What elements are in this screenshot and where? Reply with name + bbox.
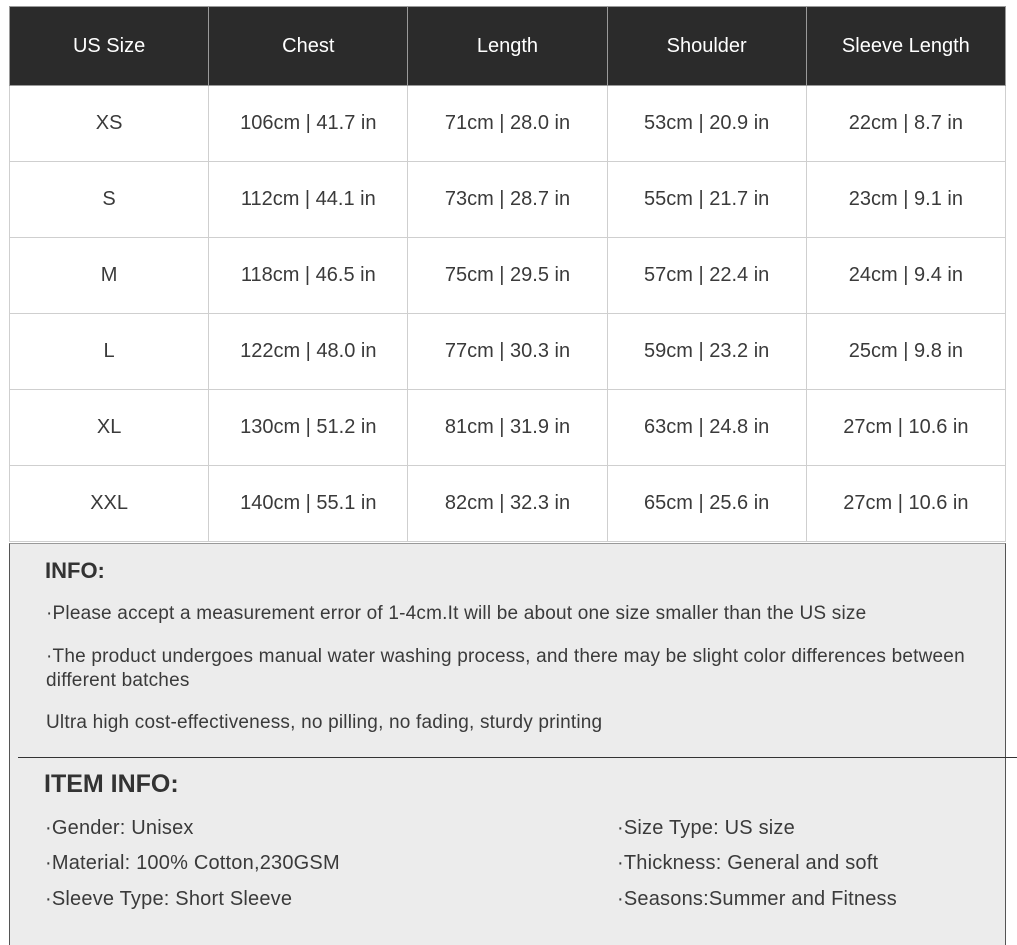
shoulder-cell: 65cm | 25.6 in xyxy=(607,466,806,542)
sleeve-cell: 24cm | 9.4 in xyxy=(806,238,1005,314)
chest-cell: 106cm | 41.7 in xyxy=(209,86,408,162)
length-cell: 82cm | 32.3 in xyxy=(408,466,607,542)
item-info-title: ITEM INFO: xyxy=(44,770,179,798)
size-chart-table xyxy=(9,6,1006,542)
table-row xyxy=(10,390,1006,466)
table-row xyxy=(10,314,1006,390)
length-cell: 77cm | 30.3 in xyxy=(408,314,607,390)
sleeve-cell: 27cm | 10.6 in xyxy=(806,390,1005,466)
shoulder-cell: 55cm | 21.7 in xyxy=(607,162,806,238)
item-size-type: ·Size Type: US size xyxy=(617,817,795,839)
length-cell: 71cm | 28.0 in xyxy=(408,86,607,162)
info-title: INFO: xyxy=(45,558,105,583)
size-cell: M xyxy=(10,238,209,314)
table-row xyxy=(10,162,1006,238)
size-cell: XL xyxy=(10,390,209,466)
shoulder-cell: 63cm | 24.8 in xyxy=(607,390,806,466)
header-chest: Chest xyxy=(209,7,408,86)
size-cell: XXL xyxy=(10,466,209,542)
shoulder-cell: 53cm | 20.9 in xyxy=(607,86,806,162)
table-row xyxy=(10,466,1006,542)
sleeve-cell: 22cm | 8.7 in xyxy=(806,86,1005,162)
header-sleeve-length: Sleeve Length xyxy=(806,7,1005,86)
length-cell: 75cm | 29.5 in xyxy=(408,238,607,314)
header-us-size: US Size xyxy=(10,7,209,86)
chest-cell: 112cm | 44.1 in xyxy=(209,162,408,238)
chest-cell: 118cm | 46.5 in xyxy=(209,238,408,314)
chest-cell: 140cm | 55.1 in xyxy=(209,466,408,542)
size-cell: L xyxy=(10,314,209,390)
table-row xyxy=(10,86,1006,162)
length-cell: 73cm | 28.7 in xyxy=(408,162,607,238)
item-thickness: ·Thickness: General and soft xyxy=(617,852,879,874)
section-divider xyxy=(18,757,1017,758)
size-cell: S xyxy=(10,162,209,238)
chest-cell: 130cm | 51.2 in xyxy=(209,390,408,466)
sleeve-cell: 25cm | 9.8 in xyxy=(806,314,1005,390)
header-shoulder: Shoulder xyxy=(607,7,806,86)
table-header-row xyxy=(10,7,1006,86)
info-line-measurement: ·Please accept a measurement error of 1-4cm.It will be about one size smaller than the US size xyxy=(46,603,867,624)
table-row xyxy=(10,238,1006,314)
sleeve-cell: 27cm | 10.6 in xyxy=(806,466,1005,542)
shoulder-cell: 59cm | 23.2 in xyxy=(607,314,806,390)
shoulder-cell: 57cm | 22.4 in xyxy=(607,238,806,314)
length-cell: 81cm | 31.9 in xyxy=(408,390,607,466)
item-material: ·Material: 100% Cotton,230GSM xyxy=(45,852,340,874)
item-sleeve-type: ·Sleeve Type: Short Sleeve xyxy=(45,888,293,910)
chest-cell: 122cm | 48.0 in xyxy=(209,314,408,390)
info-line-quality: Ultra high cost-effectiveness, no pilling, no fading, sturdy printing xyxy=(46,712,603,733)
info-panel xyxy=(9,543,1006,945)
item-seasons: ·Seasons:Summer and Fitness xyxy=(617,888,897,910)
item-gender: ·Gender: Unisex xyxy=(45,817,194,839)
info-line-washing: ·The product undergoes manual water washing process, and there may be slight color differences between different batches xyxy=(46,646,965,691)
header-length: Length xyxy=(408,7,607,86)
sleeve-cell: 23cm | 9.1 in xyxy=(806,162,1005,238)
size-cell: XS xyxy=(10,86,209,162)
